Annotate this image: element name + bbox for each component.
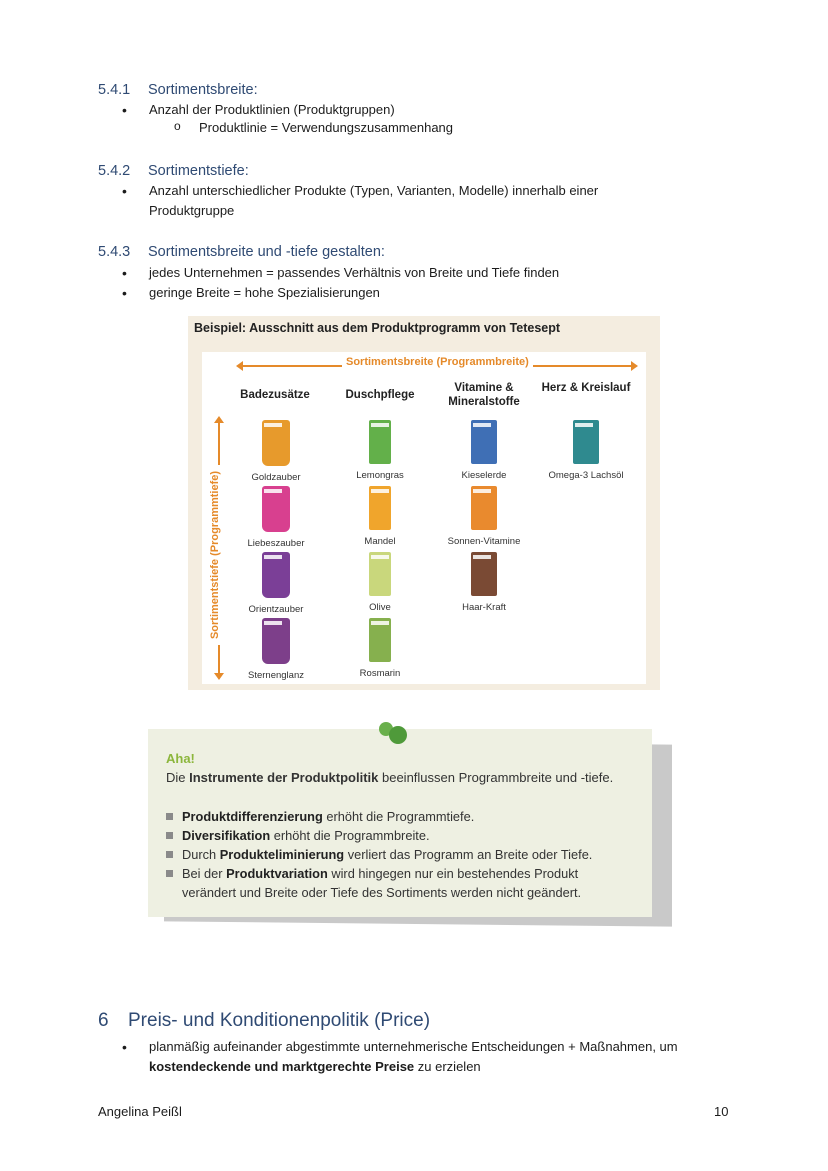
product-pack-icon [369,552,391,596]
heading-title: Preis- und Konditionenpolitik (Price) [128,1010,431,1031]
square-bullet-icon [166,870,173,877]
aha-item-bold: Diversifikation [182,828,271,843]
aha-intro [166,768,626,787]
product-label: Liebeszauber [247,538,305,549]
column-head: Badezusätze [240,389,310,401]
product-label: Omega-3 Lachsöl [548,470,624,481]
bullet-text-post: zu erzielen [414,1059,481,1074]
bullet-text [149,1037,729,1077]
product-sternenglanz [236,618,316,681]
product-kieselerde [444,420,524,481]
column-head: Duschpflege [345,389,415,401]
heading-number: 5.4.2 [98,163,131,179]
product-label: Kieselerde [461,470,507,481]
product-rosmarin [340,618,420,679]
product-orientzauber [236,552,316,615]
aha-item-text: erhöht die Programmtiefe. [322,809,475,824]
aha-item-text: erhöht die Programmbreite. [270,828,430,843]
square-bullet-icon [166,813,173,820]
aha-item-pre: Durch [182,847,220,862]
figure-panel [202,352,646,684]
product-haar-kraft [444,552,524,613]
aha-item-bold: Produktdifferenzierung [182,809,323,824]
column-head: Herz & Kreislauf [541,382,631,394]
column-head: Vitamine & Mineralstoffe [448,382,520,408]
product-lemongras [340,420,420,481]
bullet-text: geringe Breite = hohe Spezialisierungen [149,285,380,300]
product-label: Goldzauber [251,472,301,483]
breadth-label: Sortimentsbreite (Programmbreite) [342,356,533,368]
bullet-text-pre: planmäßig aufeinander abgestimmte unternehmerische Entscheidungen + Maßnahmen, um [149,1039,678,1054]
heading-number: 5.4.3 [98,244,131,260]
product-pack-icon [369,486,391,530]
product-label: Sonnen-Vitamine [447,536,521,547]
product-label: Olive [369,602,391,613]
leaf-icon [379,718,407,746]
product-liebeszauber [236,486,316,549]
product-label: Mandel [364,536,396,547]
product-label: Lemongras [356,470,404,481]
heading-5-4-2 [98,163,249,179]
heading-5-4-1 [98,82,258,98]
product-olive [340,552,420,613]
footer-page-number: 10 [714,1104,729,1119]
product-pack-icon [262,618,290,664]
product-label: Rosmarin [359,668,401,679]
depth-label: Sortimentstiefe (Programmtiefe) [209,465,223,645]
aha-box [148,729,652,917]
bullet-text-bold: kostendeckende und marktgerechte Preise [149,1059,415,1074]
product-pack-icon [471,486,497,530]
heading-title: Sortimentstiefe: [148,163,249,179]
aha-intro-post: beeinflussen Programmbreite und -tiefe. [378,770,614,785]
bullet-text: jedes Unternehmen = passendes Verhältnis von Breite und Tiefe finden [149,265,560,280]
heading-chapter-6 [98,1010,430,1032]
heading-number: 5.4.1 [98,82,131,98]
square-bullet-icon [166,851,173,858]
product-omega-3-lachsoel [546,420,626,481]
product-program-figure [188,316,660,690]
product-pack-icon [471,420,497,464]
heading-number: 6 [98,1010,109,1031]
product-pack-icon [262,486,290,532]
square-bullet-icon [166,832,173,839]
product-pack-icon [369,420,391,464]
aha-title: Aha! [166,751,195,766]
aha-item-pre: Bei der [182,866,227,881]
product-pack-icon [262,420,290,466]
bullet-text: Anzahl unterschiedlicher Produkte (Typen, Varianten, Modelle) innerhalb einer Produktgruppe [149,183,599,218]
sub-bullet-text: Produktlinie = Verwendungszusammenhang [199,120,454,135]
product-pack-icon [471,552,497,596]
figure-title: Beispiel: Ausschnitt aus dem Produktprogramm von Tetesept [194,321,561,335]
heading-5-4-3 [98,244,385,260]
aha-item-bold: Produkteliminierung [219,847,345,862]
product-pack-icon [262,552,290,598]
heading-title: Sortimentsbreite: [148,82,258,98]
product-mandel [340,486,420,547]
aha-item-text: verliert das Programm an Breite oder Tiefe. [344,847,593,862]
product-sonnen-vitamine [444,486,524,547]
bullet-text: Anzahl der Produktlinien (Produktgruppen) [149,102,395,117]
aha-intro-bold: Instrumente der Produktpolitik [189,770,379,785]
aha-item-text: wird hingegen nur ein bestehendes Produkt verändert und Breite oder Tiefe des Sortiments werden nicht geändert. [182,866,582,900]
product-label: Orientzauber [248,604,304,615]
product-pack-icon [369,618,391,662]
product-goldzauber [236,420,316,483]
product-label: Haar-Kraft [462,602,506,613]
footer-author: Angelina Peißl [98,1104,182,1119]
product-pack-icon [573,420,599,464]
aha-item-bold: Produktvariation [226,866,328,881]
aha-intro-pre: Die [166,770,190,785]
product-label: Sternenglanz [248,670,304,681]
heading-title: Sortimentsbreite und -tiefe gestalten: [148,244,385,260]
